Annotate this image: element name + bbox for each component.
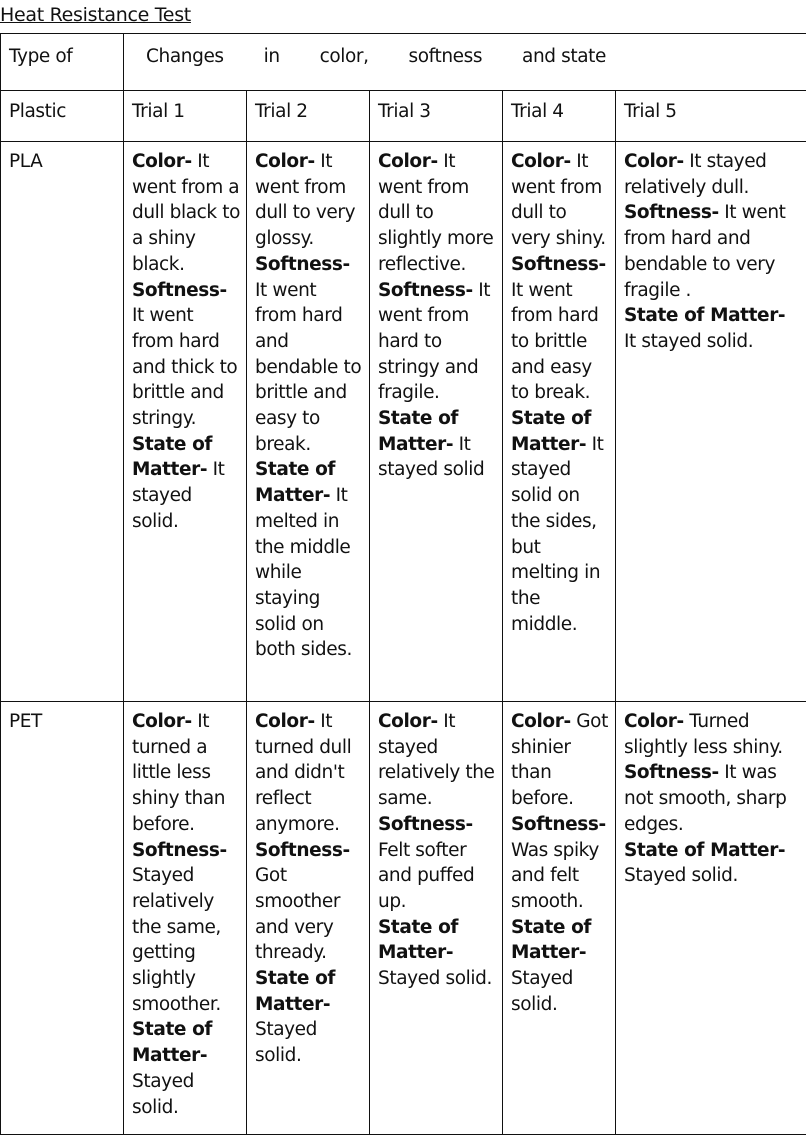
softness-label: Softness- bbox=[378, 280, 473, 301]
color-description: It turned a little less shiny than before. bbox=[132, 711, 225, 835]
trial-cell bbox=[503, 702, 616, 1135]
softness-description: It was not smooth, sharp edges. bbox=[624, 762, 786, 834]
plastic-name: PET bbox=[1, 702, 124, 1135]
state-description: It stayed solid on the sides, but melting in the middle. bbox=[511, 434, 604, 635]
softness-label: Softness- bbox=[511, 814, 606, 835]
softness-label: Softness- bbox=[624, 762, 719, 783]
softness-label: Softness- bbox=[511, 254, 606, 275]
state-description: Stayed solid. bbox=[511, 968, 573, 1015]
softness-label: Softness- bbox=[378, 814, 473, 835]
state-label: State of Matter- bbox=[624, 305, 785, 326]
color-description: It stayed relatively the same. bbox=[378, 711, 495, 809]
changes-word: color, bbox=[320, 44, 369, 70]
color-label: Color- bbox=[132, 151, 192, 172]
softness-label: Softness- bbox=[255, 254, 350, 275]
color-description: It went from dull to slightly more reflective. bbox=[378, 151, 493, 275]
color-label: Color- bbox=[511, 151, 571, 172]
heat-resistance-table bbox=[0, 33, 806, 1135]
plastic-name: PLA bbox=[1, 142, 124, 702]
color-label: Color- bbox=[378, 711, 438, 732]
trial-cell bbox=[616, 142, 806, 702]
state-description: It stayed solid bbox=[378, 434, 484, 481]
trial-cell bbox=[370, 142, 503, 702]
trial-cell bbox=[503, 142, 616, 702]
state-label: State of Matter- bbox=[255, 459, 335, 506]
trial-header: Trial 5 bbox=[616, 91, 806, 142]
color-description: Turned slightly less shiny. bbox=[624, 711, 783, 758]
state-description: It stayed solid. bbox=[624, 331, 753, 352]
trial-cell bbox=[247, 142, 370, 702]
softness-description: It went from hard and bendable to very fragile . bbox=[624, 202, 786, 300]
state-description: It melted in the middle while staying solid on both sides. bbox=[255, 485, 352, 660]
state-description: It stayed solid. bbox=[132, 459, 225, 531]
data-row-pla bbox=[1, 142, 806, 702]
changes-header bbox=[124, 34, 806, 91]
state-label: State of Matter- bbox=[624, 840, 785, 861]
state-label: State of Matter- bbox=[132, 434, 212, 481]
color-description: Got shinier than before. bbox=[511, 711, 608, 809]
changes-word: Changes bbox=[146, 44, 224, 70]
trial-header: Trial 2 bbox=[247, 91, 370, 142]
trial-cell bbox=[124, 702, 247, 1135]
color-label: Color- bbox=[511, 711, 571, 732]
state-label: State of Matter- bbox=[511, 917, 591, 964]
softness-label: Softness- bbox=[132, 840, 227, 861]
state-label: State of Matter- bbox=[378, 408, 458, 455]
softness-label: Softness- bbox=[132, 280, 227, 301]
softness-description: Was spiky and felt smooth. bbox=[511, 840, 599, 912]
trial-header: Trial 3 bbox=[370, 91, 503, 142]
color-label: Color- bbox=[624, 711, 684, 732]
data-row-pet bbox=[1, 702, 806, 1135]
header-row-2 bbox=[1, 91, 806, 142]
state-label: State of Matter- bbox=[511, 408, 591, 455]
type-header-top: Type of bbox=[1, 34, 124, 91]
trial-cell bbox=[247, 702, 370, 1135]
type-header-bottom: Plastic bbox=[1, 91, 124, 142]
softness-description: It went from hard and bendable to brittle and easy to break. bbox=[255, 280, 361, 455]
trial-cell bbox=[370, 702, 503, 1135]
softness-description: Felt softer and puffed up. bbox=[378, 840, 474, 912]
changes-word: and state bbox=[522, 44, 606, 70]
softness-description: Got smoother and very thready. bbox=[255, 865, 340, 963]
trial-cell bbox=[124, 142, 247, 702]
softness-label: Softness- bbox=[624, 202, 719, 223]
changes-word: in bbox=[264, 44, 280, 70]
color-label: Color- bbox=[255, 711, 315, 732]
color-description: It went from a dull black to a shiny black. bbox=[132, 151, 240, 275]
color-description: It went from dull to very glossy. bbox=[255, 151, 355, 249]
softness-description: It went from hard to brittle and easy to break. bbox=[511, 280, 598, 404]
state-description: Stayed solid. bbox=[624, 865, 738, 886]
trial-header: Trial 1 bbox=[124, 91, 247, 142]
color-label: Color- bbox=[255, 151, 315, 172]
trial-header: Trial 4 bbox=[503, 91, 616, 142]
color-label: Color- bbox=[132, 711, 192, 732]
softness-description: It went from hard and thick to brittle and stringy. bbox=[132, 305, 237, 429]
state-description: Stayed solid. bbox=[255, 1019, 317, 1066]
state-description: Stayed solid. bbox=[378, 968, 492, 989]
header-row-1 bbox=[1, 34, 806, 91]
state-label: State of Matter- bbox=[255, 968, 335, 1015]
trial-cell bbox=[616, 702, 806, 1135]
color-label: Color- bbox=[624, 151, 684, 172]
color-label: Color- bbox=[378, 151, 438, 172]
softness-description: Stayed relatively the same, getting slightly smoother. bbox=[132, 865, 221, 1015]
softness-description: It went from hard to stringy and fragile. bbox=[378, 280, 490, 404]
document-title: Heat Resistance Test bbox=[0, 4, 191, 26]
color-description: It went from dull to very shiny. bbox=[511, 151, 606, 249]
state-description: Stayed solid. bbox=[132, 1071, 194, 1118]
state-label: State of Matter- bbox=[132, 1019, 212, 1066]
softness-label: Softness- bbox=[255, 840, 350, 861]
color-description: It turned dull and didn't reflect anymore. bbox=[255, 711, 351, 835]
state-label: State of Matter- bbox=[378, 917, 458, 964]
changes-word: softness bbox=[409, 44, 483, 70]
color-description: It stayed relatively dull. bbox=[624, 151, 767, 198]
